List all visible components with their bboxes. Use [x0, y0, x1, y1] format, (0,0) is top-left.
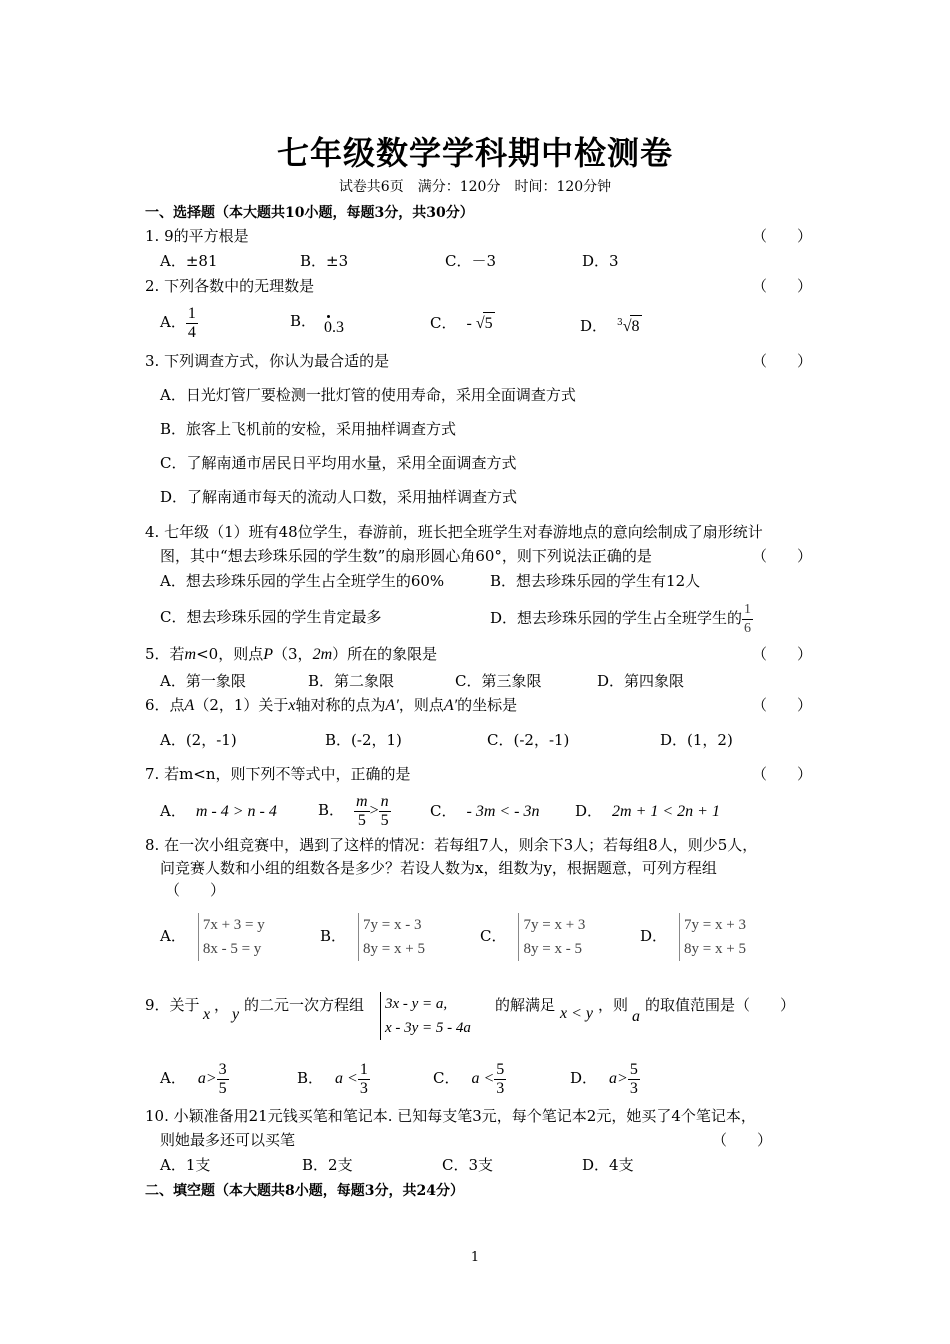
q2-option-b	[290, 310, 345, 336]
q5-option-b: B．第二象限	[308, 672, 395, 690]
section-heading-choice: 一、选择题（本大题共10小题，每题3分，共30分）	[145, 205, 474, 221]
question-7-stem: 7. 若m<n，则下列不等式中，正确的是	[145, 765, 411, 783]
equation: 7y = x + 3	[523, 917, 586, 933]
denominator: 3	[496, 1079, 505, 1097]
inequality: a>	[609, 1070, 628, 1087]
question-4-line-2: 图，其中“想去珍珠乐园的学生数”的扇形圆心角60°，则下列说法正确的是	[160, 547, 652, 565]
option-label: B．	[290, 312, 317, 330]
q7-option-a	[160, 800, 277, 823]
question-8-line-2: 问竞赛人数和小组的组数各是多少？若设人数为x，组数为y，根据题意，可列方程组	[160, 859, 717, 877]
q10-option-a: A．1支	[160, 1156, 211, 1174]
answer-blank: （ ）	[752, 645, 813, 663]
question-4-line-1: 4. 七年级（1）班有48位学生，春游前，班长把全班学生对春游地点的意向绘制成了扇形统计	[145, 523, 763, 541]
minus-sign: -	[466, 315, 476, 332]
q4-option-a: A．想去珍珠乐园的学生占全班学生的60%	[160, 572, 445, 590]
inequality: - 3m < - 3n	[466, 803, 540, 820]
denominator: 6	[744, 620, 752, 636]
q1-option-a: A．±81	[160, 252, 218, 270]
option-label: D．	[575, 802, 603, 820]
operator: >	[369, 802, 379, 819]
answer-blank: （ ）	[752, 352, 813, 370]
question-2-stem: 2. 下列各数中的无理数是	[145, 277, 315, 295]
option-label: C．	[433, 1069, 460, 1087]
option-label: C．	[430, 802, 457, 820]
q9-option-d	[570, 1056, 640, 1101]
q10-option-d: D．4支	[582, 1156, 634, 1174]
condition: x < y	[560, 1005, 593, 1022]
q8-option-a	[160, 912, 265, 961]
variable: x	[288, 697, 296, 714]
option-label: C．	[430, 314, 457, 332]
separator: ，	[214, 996, 230, 1014]
q9-option-b	[297, 1056, 370, 1101]
text: 5．若	[145, 645, 185, 663]
option-label: D．	[580, 317, 608, 335]
equation-system	[358, 913, 425, 961]
numerator: 5	[496, 1060, 505, 1078]
text: ）所在的象限是	[332, 645, 438, 663]
inequality: a <	[471, 1070, 495, 1087]
inequality: a <	[335, 1070, 358, 1087]
q6-option-c: C．(-2，-1)	[487, 731, 570, 749]
q1-option-d: D．3	[582, 252, 619, 270]
answer-blank: （ ）	[165, 881, 226, 899]
option-label: D．	[570, 1069, 598, 1087]
answer-blank: （ ）	[752, 696, 813, 714]
fraction	[217, 1061, 229, 1098]
q1-option-c: C．－3	[445, 252, 497, 270]
q6-option-d: D．(1，2)	[660, 731, 733, 749]
fraction	[186, 305, 198, 342]
inequality: m - 4 > n - 4	[195, 803, 277, 820]
question-6-stem	[145, 694, 517, 717]
denominator: 5	[357, 811, 366, 829]
q8-option-c	[480, 912, 585, 961]
equation: 8x - 5 = y	[202, 941, 262, 957]
numerator: m	[356, 792, 368, 810]
q3-option-c: C．了解南通市居民日平均用水量，采用全面调查方式	[160, 454, 517, 472]
question-10-line-2: 则她最多还可以买笔	[160, 1131, 296, 1149]
root-index: 3	[617, 318, 623, 328]
variable-a: a	[632, 1008, 640, 1025]
numerator: 1	[359, 1060, 368, 1078]
q10-option-c: C．3支	[442, 1156, 494, 1174]
question-9-mid: 的二元一次方程组	[244, 996, 365, 1014]
question-5-stem	[145, 643, 437, 666]
section-heading-fill-in: 二、填空题（本大题共8小题，每题3分，共24分）	[145, 1183, 464, 1199]
question-9-mid2: 的解满足	[495, 996, 556, 1014]
q8-option-b	[320, 912, 425, 961]
variable: P	[263, 646, 274, 663]
question-9-pre: 9．关于	[145, 996, 200, 1014]
equation: 7y = x + 3	[684, 917, 746, 933]
option-label: B．	[318, 801, 345, 819]
numerator: 3	[218, 1060, 227, 1078]
denominator: 3	[629, 1079, 638, 1097]
q2-option-a	[160, 304, 198, 342]
fraction	[628, 1061, 640, 1098]
equation-system	[198, 913, 265, 961]
q4-option-d	[490, 598, 753, 638]
radicand: 5	[483, 312, 495, 335]
question-10-line-1: 10. 小颖准备用21元钱买笔和笔记本. 已知每支笔3元，每个笔记本2元，她买了4个笔记本，	[145, 1107, 756, 1125]
variable-y: y	[232, 1006, 240, 1023]
q8-option-d	[640, 912, 746, 961]
fraction	[742, 601, 753, 638]
q4-option-b: B．想去珍珠乐园的学生有12人	[490, 572, 701, 590]
option-label: C．	[480, 927, 507, 945]
equation-system	[679, 913, 746, 961]
equation: 7x + 3 = y	[202, 917, 265, 933]
option-label: A．	[160, 802, 186, 820]
answer-blank: （ ）	[712, 1131, 773, 1149]
exam-info: 试卷共6页 满分：120分 时间：120分钟	[338, 179, 612, 195]
answer-blank: （ ）	[752, 765, 813, 783]
question-9-mid3: ，则	[598, 996, 629, 1014]
option-label: B．	[320, 927, 347, 945]
q6-option-b: B．(-2，1)	[325, 731, 402, 749]
q2-option-d: D． $^3$√8	[580, 312, 642, 338]
question-8-line-1: 8. 在一次小组竞赛中，遇到了这样的情况：若每组7人，则余下3人；若每组8人，则少5人，	[145, 836, 758, 854]
text: ，则点	[398, 696, 444, 714]
numerator: 5	[629, 1060, 638, 1078]
q10-option-b: B．2支	[302, 1156, 353, 1174]
option-label: A．	[160, 927, 186, 945]
q9-option-a	[160, 1056, 229, 1101]
radicand: 8	[630, 315, 642, 338]
q7-option-b	[318, 790, 391, 831]
question-1-stem: 1. 9的平方根是	[145, 227, 249, 245]
q5-option-a: A．第一象限	[160, 672, 246, 690]
denominator: 5	[218, 1079, 227, 1097]
inequality: a>	[197, 1070, 217, 1087]
equation: x - 3y = 5 - 4a	[385, 1020, 471, 1036]
q1-option-b: B．±3	[300, 252, 349, 270]
q5-option-d: D．第四象限	[597, 672, 685, 690]
variable: m	[184, 646, 197, 663]
option-label: D．	[640, 927, 668, 945]
text: 6．点	[145, 696, 185, 714]
variable: A	[184, 697, 195, 714]
q3-option-d: D．了解南通市每天的流动人口数，采用抽样调查方式	[160, 488, 518, 506]
q2-option-c: C． - √5	[430, 312, 495, 335]
text: <0，则点	[196, 645, 264, 663]
equation: 8y = x + 5	[684, 941, 746, 957]
equation: 8y = x + 5	[363, 941, 425, 957]
text: 的坐标是	[457, 696, 518, 714]
q3-option-b: B．旅客上飞机前的安检，采用抽样调查方式	[160, 420, 457, 438]
variable-x: x	[203, 1006, 211, 1023]
page-number: 1	[470, 1250, 480, 1265]
option-text: D．想去珍珠乐园的学生占全班学生的	[490, 609, 743, 627]
q9-option-c	[433, 1056, 506, 1101]
q3-option-a: A．日光灯管厂要检测一批灯管的使用寿命，采用全面调查方式	[160, 386, 576, 404]
q6-option-a: A．(2，-1)	[160, 731, 237, 749]
text: （2，1）关于	[194, 696, 289, 714]
text: 轴对称的点为	[295, 696, 386, 714]
q5-option-c: C．第三象限	[455, 672, 542, 690]
variable: A′	[385, 697, 399, 714]
numerator: 1	[742, 601, 753, 620]
equation: 3x - y = a,	[385, 996, 448, 1012]
fraction	[358, 1061, 370, 1098]
q4-option-c: C．想去珍珠乐园的学生肯定最多	[160, 608, 382, 626]
expression: 2m	[312, 646, 333, 663]
denominator: 3	[359, 1079, 368, 1097]
option-label: B．	[297, 1069, 324, 1087]
numerator: 1	[187, 304, 196, 322]
equation-system	[380, 992, 471, 1040]
inequality: 2m + 1 < 2n + 1	[612, 803, 720, 820]
fraction	[494, 1061, 506, 1098]
page-title: 七年级数学学科期中检测卷	[276, 134, 673, 172]
fraction	[354, 793, 370, 830]
q9-equation-system	[380, 990, 471, 1040]
numerator: n	[380, 792, 389, 810]
option-label: A．	[160, 313, 186, 331]
q7-option-c	[430, 800, 540, 823]
answer-blank: （ ）	[752, 277, 813, 295]
text: （3，	[273, 645, 313, 663]
q7-option-d	[575, 800, 720, 823]
equation: 8y = x - 5	[523, 941, 582, 957]
question-9-post: 的取值范围是（ ）	[645, 996, 796, 1014]
repeating-decimal: 0.3	[324, 319, 345, 336]
answer-blank: （ ）	[752, 547, 813, 565]
fraction	[379, 793, 391, 830]
option-label: A．	[160, 1069, 186, 1087]
answer-blank: （ ）	[752, 227, 813, 245]
equation: 7y = x - 3	[363, 917, 422, 933]
denominator: 5	[380, 811, 389, 829]
equation-system	[518, 913, 585, 961]
variable: A′	[443, 697, 458, 714]
denominator: 4	[187, 323, 196, 341]
question-3-stem: 3. 下列调查方式，你认为最合适的是	[145, 352, 390, 370]
